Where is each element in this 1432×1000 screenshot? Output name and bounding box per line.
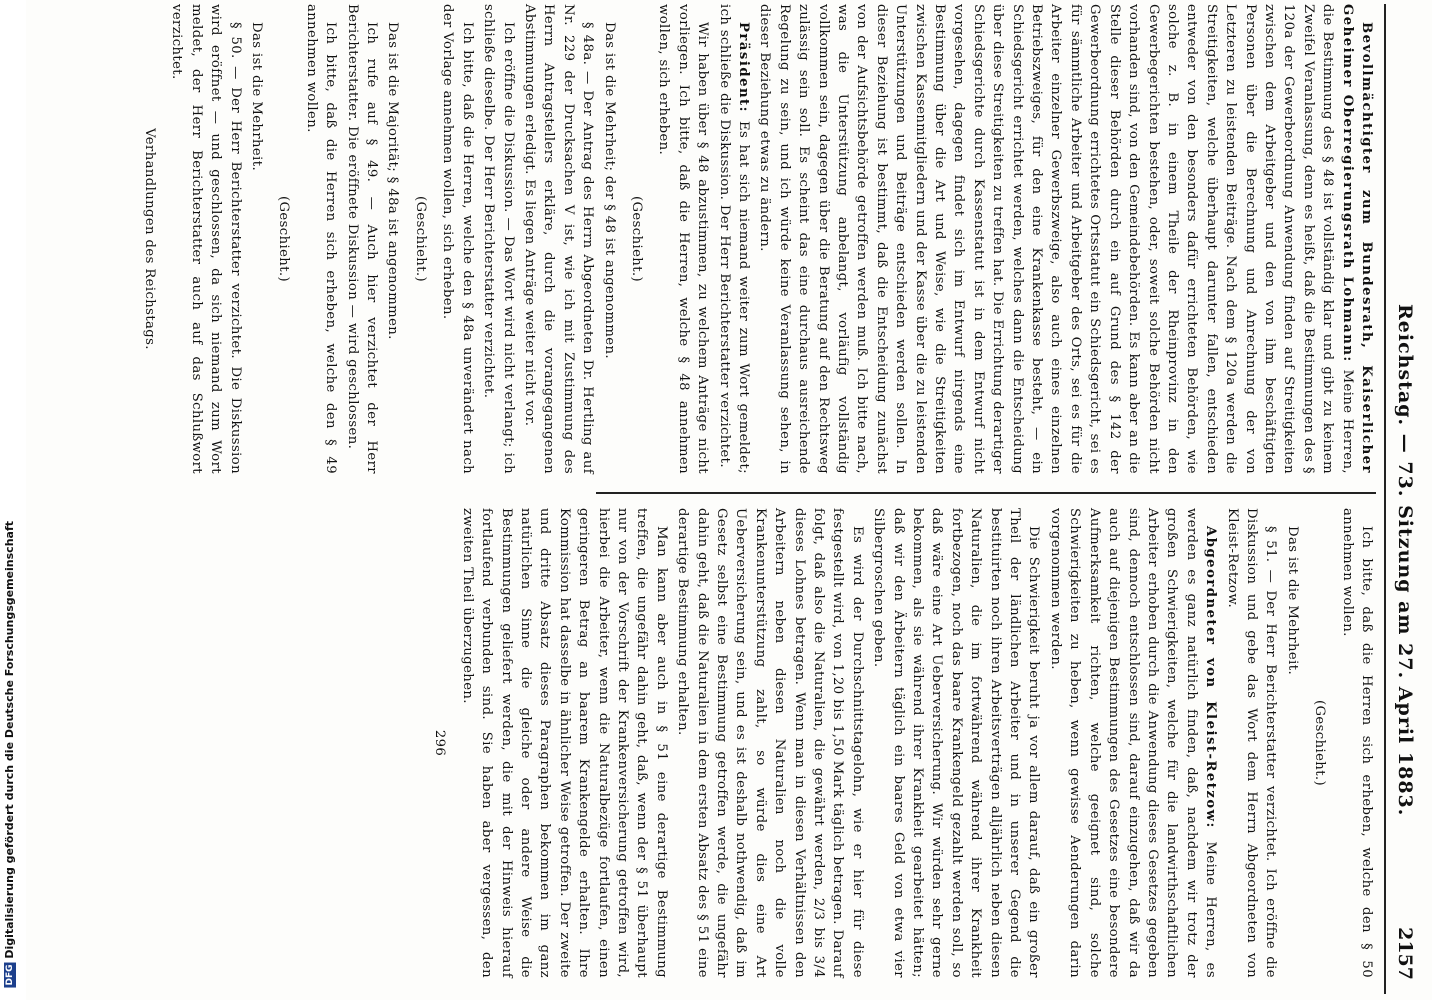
paragraph xyxy=(301,4,340,474)
paragraph-text: Es hat sich niemand weiter zum Wort gemeldet; ich schließe die Diskussion. Der Herr Berichterstatter verzichtet. xyxy=(716,4,751,475)
paragraph xyxy=(869,508,1044,978)
page-number: 2157 xyxy=(1394,927,1416,980)
paragraph xyxy=(479,4,518,474)
paragraph xyxy=(247,4,266,474)
paragraph-text: Die Schwierigkeit beruht ja vor allem darauf, daß ein großer Theil der ländlichen Arbeiter und in unserer Gegend die bestituirten noch ihren Arbeitsverträgen alljährlich neben diesen Naturalien, die im fortwährend während ihrer Krankheit fortbezogen, noch das baare Krankengeld gezahlt werden soll, so daß wäre eine Art Ueberversicherung. Wir würden sehr gerne bekommen, als sie während ihrer Krankheit gearbeitet hätten; daß wir den Ärbeitern täglich ein baares Geld von etwa vier Silbergroschen geben. xyxy=(871,508,1042,978)
paragraph xyxy=(167,4,245,474)
paragraph xyxy=(673,508,867,978)
speaker-name: Bevollmächtigter zum Bundesrath, Kaiserlicher Geheimer Oberregierungsrath Lohmann: xyxy=(1339,4,1374,474)
paragraph-text: Meine Herren, die Bestimmung des § 48 ist vollständig klar und gibt zu keinem Zweifel Veranlassung, denn es heißt, daß die Bestimmungen des § 120a der Gewerbeordnung Anwendung finden auf Streitigkeiten zwischen dem Arbeitgeber und den von ihm beschäftigten Personen über die Berechnung und Anrechnung der von Letzteren zu leistenden Beiträge. Nach dem § 120a werden die Streitigkeiten, welche überhaupt darunter fallen, entschieden entweder von den besonders dafür errichteten Behörden, wie solche z. B. in einem Theile der Rheinprovinz in den Gewerbegerichten bestehen, oder, soweit solche Behörden nicht vorhanden sind, von den Gemeindebehörden. Es kann aber an die Stelle dieser Behörden durch ein auf Grund des § 142 der Gewerbeordnung errichtetes Ortsstatut ein Schiedsgericht, sei es für sämmtliche Arbeiter und Arbeitgeber des Orts, sei es für die Arbeiter einzelner Gewerbszweige, also auch eines einzelnen Betriebszweiges, für den eine Krankenkasse besteht, — ein Schiedsgericht errichtet werden, welches dann die Entscheidung über diese Streitigkeiten zu treffen hat. Die Errichtung derartiger Schiedsgerichte durch Kassenstatut ist in dem Entwurf nicht vorgesehen, dagegen findet sich im Entwurf nirgends eine Bestimmung über die Art und Weise, wie die Streitigkeiten zwischen Kassenmitgliedern und der Kasse über die zu leistenden Unterstützungen und Beiträge entschieden werden sollen. In dieser Beziehung ist bestimmt, daß die Entscheidung zunächst von der Aufsichtsbehörde getroffen werden muß. Ich bitte nach, was die Unterstützung anbelangt, vorläufig vollständig vollkommen sein, dagegen über die Beratung auf den Rechtsweg zulässig sein soll. Es scheint das eine durchaus ausreichende Regelung zu sein, und ich würde keine Veranlassung sehen, in dieser Beziehung etwas zu ändern. xyxy=(757,4,1355,474)
centered-note: 296 xyxy=(432,729,448,757)
paragraph xyxy=(342,4,381,474)
paragraph xyxy=(520,4,598,474)
paragraph-text: Das ist die Mehrheit. xyxy=(249,22,265,172)
paragraph-text: § 48a. — Der Antrag des Herrn Abgeordneten Dr. Hertling auf Nr. 229 der Drucksachen V ist, wie ich mit Zustimmung des Herrn Antragstellers erkläre, durch die vorangegangenen Abstimmungen erledigt. Es liegen Anträge weiter nicht vor. xyxy=(521,4,596,474)
paragraph-text: Ich bitte, daß die Herren sich erheben, welche den § 50 annehmen wollen. xyxy=(1339,508,1374,978)
speaker-name: Abgeordneter von Kleist-Retzow: xyxy=(1203,526,1219,842)
paragraph xyxy=(1282,508,1301,978)
paragraph xyxy=(654,4,712,474)
paragraph-text: Das ist die Majorität; § 48a ist angenommen. xyxy=(385,22,401,340)
running-head xyxy=(1384,4,1420,994)
paragraph xyxy=(755,4,1376,474)
paragraph-text: Man kann aber auch in § 51 eine derartige Bestimmung treffen, die ungefähr dahin geht, daß, wenn der § 51 überhaupt nur von der Vorschrift der Krankenversicherung getroffen wird, hierbei die Arbeiter, wenn die Naturalbezüge fortlaufen, einen geringeren Betrag an baarem Krankengelde erhalten. Ihre Kommission hat dasselbe in ähnlicher Weise getroffen. Der zweite und dritte Absatz dieses Paragraphen bekommen im ganz natürlichen Sinne die gleiche oder andere Weise die Bestimmungen geliefert werden, die mit der Hinweis hierauf fortlaufend verbunden sind. Sie haben aber vergessen, den zweiten Theil überzugehen. xyxy=(459,508,669,978)
paragraph xyxy=(383,4,402,474)
paragraph-text: § 51. — Der Herr Berichterstatter verzichtet. Ich eröffne die Diskussion und gebe das Wort dem Herrn Abgeordneten von Kleist-Retzow. xyxy=(1224,508,1279,978)
centered-note: Verhandlungen des Reichstags. xyxy=(142,128,158,350)
left-text-column xyxy=(132,4,1376,474)
paragraph-text: Das ist die Mehrheit; der § 48 ist angenommen. xyxy=(601,22,617,359)
paragraph-text: Ich eröffne die Diskussion. — Das Wort wird nicht verlangt; ich schließe dieselbe. Der Herr Berichterstatter verzichtet. xyxy=(481,4,516,474)
credit-text: Digitalisierung gefördert durch die Deutsche Forschungsgemeinschaft xyxy=(3,521,16,960)
paragraph-text: Es wird der Durchschnittstagelohn, wie er hier für diese festgestellt wird, von 1,20 bis 1,50 Mark täglich betragen. Darauf folgt, daß also die Naturalien, die gewährt werden, 2/3 bis 3/4 dieses Lohnes betragen. Wenn man in diesen Verhältnissen den Arbeitern neben diesen Naturalien noch die volle Krankenunterstützung zahlt, so würde dies eine Art Ueberversicherung sein, und es ist deshalb nothwendig, daß im Gesetz selbst eine Bestimmung getroffen werde, die ungefähr dahin geht, daß die Naturalien in dem ersten Absatz des § 51 eine derartige Bestimmung erhalten. xyxy=(675,508,865,978)
paragraph-text: Wir haben über § 48 abzustimmen, zu welchem Anträge nicht vorliegen. Ich bitte, daß die Herren, welche § 48 annehmen wollen, sich erheben. xyxy=(656,4,711,474)
paragraph xyxy=(457,508,670,978)
column-divider xyxy=(596,492,1376,494)
paragraph xyxy=(714,4,753,474)
paragraph xyxy=(599,4,618,474)
paragraph-text: Ich bitte, daß die Herren, welche den § 48a unverändert nach der Vorlage annehmen wollen, sich erheben. xyxy=(440,4,475,474)
centered-note: (Geschieht.) xyxy=(276,195,292,283)
speaker-name: Präsident: xyxy=(736,22,751,121)
paragraph xyxy=(1337,508,1376,978)
digitization-credit-strip xyxy=(0,0,26,1000)
centered-note: (Geschieht.) xyxy=(412,195,428,283)
paragraph-text: Ich bitte, daß die Herren sich erheben, welche den § 49 annehmen wollen. xyxy=(303,4,339,474)
digitization-credit xyxy=(3,521,16,992)
right-text-column xyxy=(422,508,1376,978)
centered-note: (Geschieht.) xyxy=(1312,699,1328,787)
rotated-page-content xyxy=(80,4,1420,994)
dfg-logo: DFG xyxy=(5,964,15,986)
paragraph xyxy=(438,4,477,474)
paragraph-text: Meine Herren, es werden es ganz natürlich finden, daß, nachdem wir trotz der großen Schwierigkeiten, welche für die landwirthschaftlichen Arbeiter erhoben durch die Anwendung dieses Gesetzes gegeben sind, dennoch entschlossen sind, darauf einzugehen, daß wir da auch auf diejenigen Bestimmungen des Gesetzes eine besondere Aufmerksamkeit richten, welche geeignet sind, solche Schwierigkeiten zu heben, wenn gewisse Aenderungen darin vorgenommen werden. xyxy=(1047,508,1219,978)
paragraph-text: Das ist die Mehrheit. xyxy=(1284,526,1300,676)
page-header-title: Reichstag. — 73. Sitzung am 27. April 1883. xyxy=(1394,304,1416,817)
centered-note: (Geschieht.) xyxy=(628,195,644,283)
paragraph xyxy=(1046,508,1221,978)
paragraph-text: Ich rufe auf § 49. — Auch hier verzichtet der Herr Berichterstatter. Die eröffnete Diskussion — wird geschlossen. xyxy=(344,4,380,474)
paragraph xyxy=(1222,508,1280,978)
paragraph-text: § 50. — Der Herr Berichterstatter verzichtet. Die Diskussion wird eröffnet — und geschlossen, da sich niemand zum Wort meldet, der Herr Berichterstatter auch auf das Schlußwort verzichtet. xyxy=(169,4,243,474)
